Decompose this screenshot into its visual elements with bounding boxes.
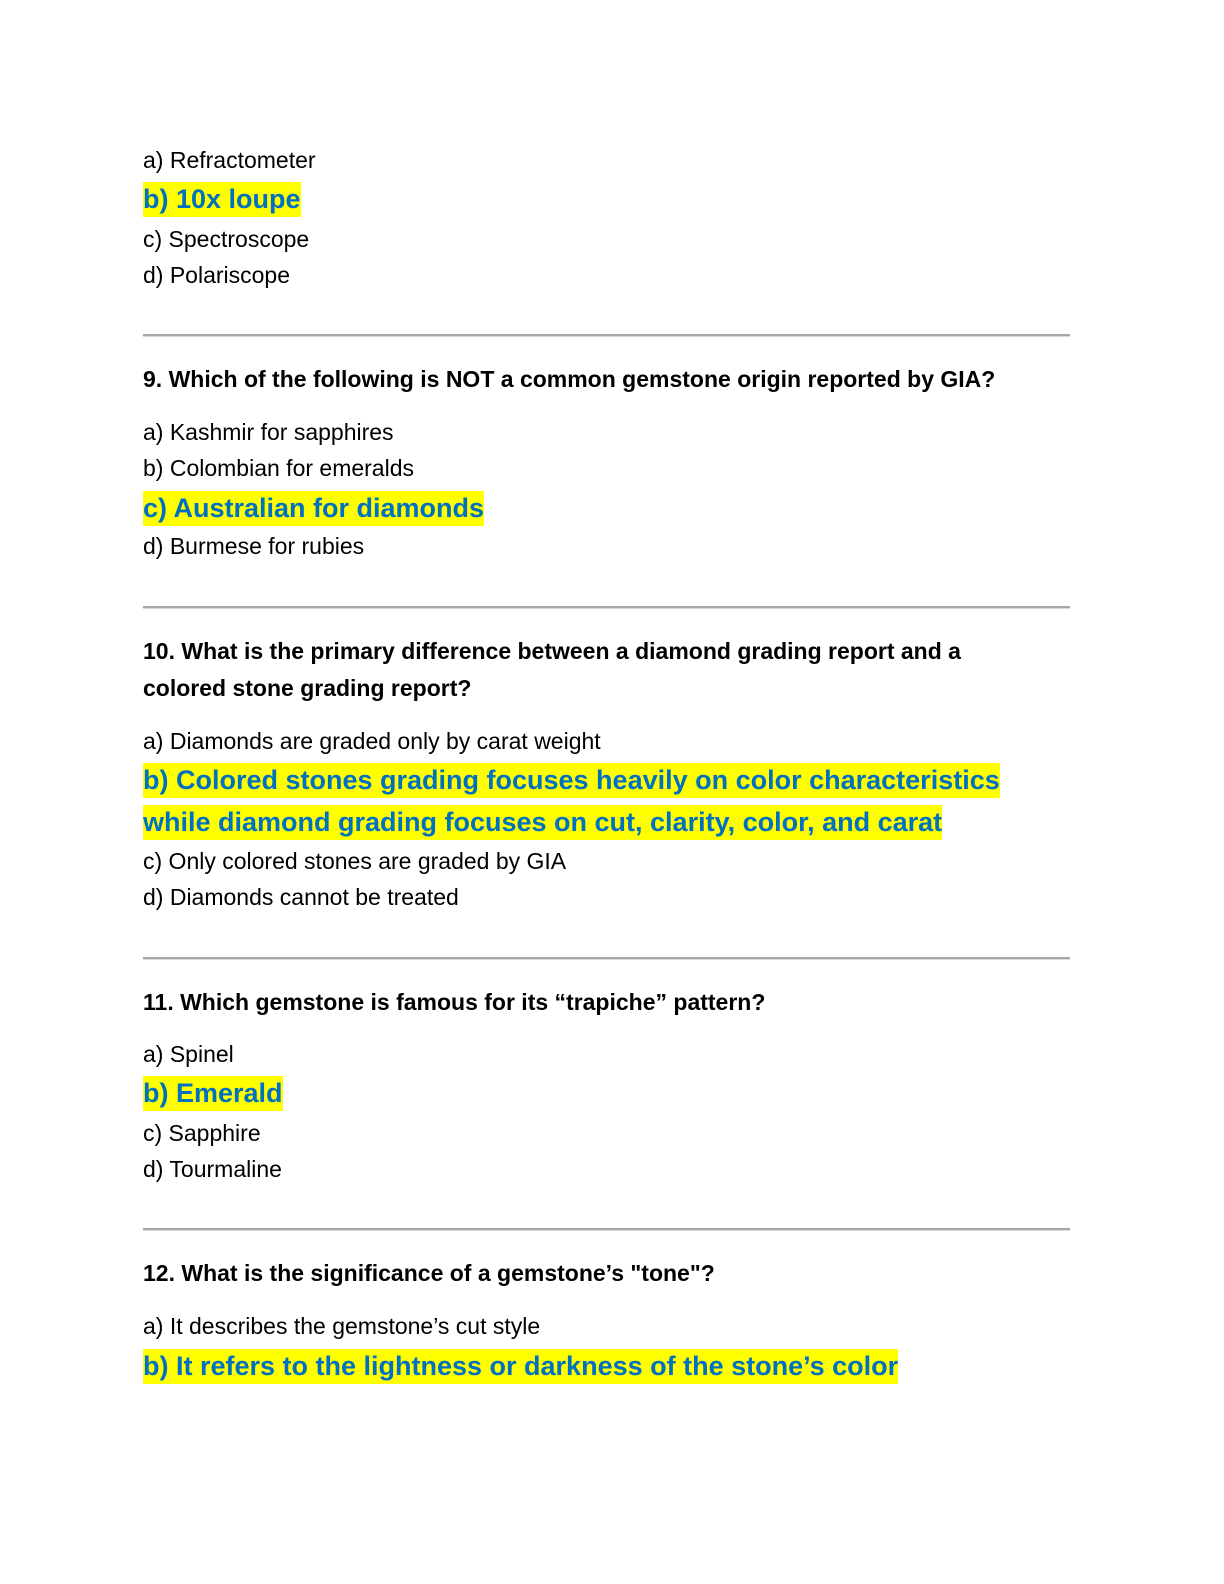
q9-option-b: b) Colombian for emeralds bbox=[143, 455, 415, 481]
q10-answer-b-line1-text: b) Colored stones grading focuses heavily on color characteristics bbox=[143, 763, 1000, 798]
q10-answer-b-line2 bbox=[143, 803, 942, 841]
divider bbox=[143, 606, 1070, 609]
divider bbox=[143, 1228, 1070, 1231]
q12-question: 12. What is the significance of a gemstone’s "tone"? bbox=[143, 1260, 715, 1286]
q9-answer-c-text: c) Australian for diamonds bbox=[143, 491, 484, 526]
q10-option-a: a) Diamonds are graded only by carat weight bbox=[143, 728, 601, 754]
q11-question: 11. Which gemstone is famous for its “trapiche” pattern? bbox=[143, 989, 766, 1015]
q11-answer-b bbox=[143, 1074, 283, 1112]
q10-question-line1: 10. What is the primary difference between a diamond grading report and a bbox=[143, 638, 961, 664]
q9-option-a: a) Kashmir for sapphires bbox=[143, 419, 394, 445]
q9-option-d: d) Burmese for rubies bbox=[143, 533, 365, 559]
q8-answer-b-text: b) 10x loupe bbox=[143, 182, 301, 217]
q11-option-c: c) Sapphire bbox=[143, 1120, 261, 1146]
q8-option-a: a) Refractometer bbox=[143, 147, 316, 173]
q10-question-line2: colored stone grading report? bbox=[143, 675, 472, 701]
q8-option-d: d) Polariscope bbox=[143, 262, 291, 288]
q12-option-a: a) It describes the gemstone’s cut style bbox=[143, 1313, 541, 1339]
divider bbox=[143, 957, 1070, 960]
q8-answer-b bbox=[143, 180, 301, 218]
q10-answer-b-line1 bbox=[143, 761, 1000, 799]
q9-answer-c bbox=[143, 489, 484, 527]
q10-answer-b-line2-text: while diamond grading focuses on cut, clarity, color, and carat bbox=[143, 805, 942, 840]
q11-answer-b-text: b) Emerald bbox=[143, 1076, 283, 1111]
q10-option-d: d) Diamonds cannot be treated bbox=[143, 884, 459, 910]
q11-option-a: a) Spinel bbox=[143, 1041, 234, 1067]
q10-option-c: c) Only colored stones are graded by GIA bbox=[143, 848, 567, 874]
q9-question: 9. Which of the following is NOT a common gemstone origin reported by GIA? bbox=[143, 366, 996, 392]
q12-answer-b bbox=[143, 1347, 898, 1385]
q8-option-c: c) Spectroscope bbox=[143, 226, 310, 252]
q12-answer-b-text: b) It refers to the lightness or darkness of the stone’s color bbox=[143, 1349, 898, 1384]
divider bbox=[143, 334, 1070, 337]
q11-option-d: d) Tourmaline bbox=[143, 1156, 282, 1182]
